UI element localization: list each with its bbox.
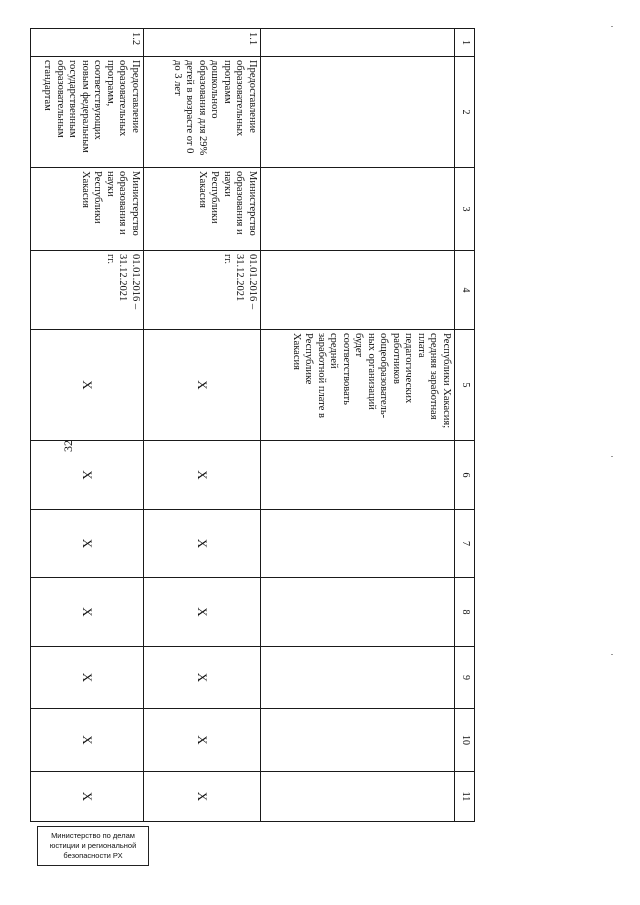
table-cell [261,647,455,709]
header-cell: 3 [455,168,475,251]
header-cell: 4 [455,251,475,330]
text-line: программ [222,60,233,104]
text-line: Предоставление [130,60,141,133]
text-line: новым федеральным [80,60,91,153]
table-cell [261,510,455,578]
table-cell [261,57,455,168]
table-cell [261,29,455,57]
text-line: Республике [303,333,315,385]
text-line: общеобразователь- [378,333,390,419]
text-line: Предоставление [247,60,258,133]
text-line: ных организаций [366,333,377,410]
table-cell [261,168,455,251]
text-line: педагогических [403,333,415,404]
measure-name [144,57,261,168]
table-cell [261,578,455,647]
period [31,251,144,330]
cross-mark: X [144,772,261,822]
measure-name [31,57,144,168]
header-cell: 6 [455,441,475,510]
text-line: государственным [67,60,79,138]
text-line: средняя заработная плата [416,333,440,420]
text-line: образования и [234,171,246,235]
table-cell [261,441,455,510]
text-line: науки [222,171,233,197]
header-cell: 5 [455,330,475,441]
cross-mark: X [144,330,261,441]
text-line: дошкольного [209,60,221,119]
text-line: Министерство [247,171,258,236]
text-line: Республики [209,171,221,224]
text-line: образовательных [117,60,129,137]
text-line: безопасности РХ [63,851,123,860]
text-line: 01.01.2016 – [247,254,258,310]
cross-mark: X [31,709,144,772]
cross-mark: X [144,441,261,510]
cross-mark: X [31,330,144,441]
text-line: 01.01.2016 – [130,254,141,310]
text-line: Хакасия [291,333,302,370]
executor [144,168,261,251]
table-cell [261,251,455,330]
text-line: Министерство [130,171,141,236]
cross-mark: X [144,647,261,709]
text-line: образовательных [234,60,246,137]
text-line: гг. [222,254,233,265]
period [144,251,261,330]
header-cell: 11 [455,772,475,822]
text-line: образования для 29% [197,60,208,156]
text-line: работников [391,333,402,384]
text-line: детей в возрасте от 0 [184,60,196,154]
header-cell: 10 [455,709,475,772]
header-cell: 2 [455,57,475,168]
page-number: 32 [61,440,75,452]
text-line: соответствовать [341,333,352,405]
text-line: 31.12.2021 [234,254,246,302]
table-cell [261,772,455,822]
text-line: средней [328,333,340,369]
table-row [144,29,261,822]
cross-mark: X [144,510,261,578]
text-line: 31.12.2021 [117,254,129,302]
header-cell: 1 [455,29,475,57]
scan-artifact [611,654,613,655]
text-line: соответствующих [92,60,104,140]
text-line: Хакасия [197,171,208,208]
document-table [30,28,475,822]
text-line: Республики [92,171,104,224]
row-number: 1.1 [144,29,261,57]
cross-mark: X [31,578,144,647]
continuation-row [261,29,455,822]
cross-mark: X [144,709,261,772]
registration-stamp [37,826,149,866]
cross-mark: X [144,578,261,647]
cross-mark: X [31,647,144,709]
executor [31,168,144,251]
text-line: гг. [105,254,116,265]
text-line: образования и [117,171,129,235]
text-line: программ, [105,60,116,107]
text-line: Республики Хакасия; [441,333,452,429]
header-cell: 9 [455,647,475,709]
scan-artifact [611,26,613,27]
continuation-text [261,330,455,441]
text-line: юстиции и региональной [49,841,137,850]
scan-artifact [611,456,613,457]
text-line: Хакасия [80,171,91,208]
text-line: заработной плате в [316,333,327,418]
header-row [455,29,475,822]
text-line: науки [105,171,116,197]
text-line: образовательным [55,60,66,138]
text-line: стандартам [42,60,54,111]
cross-mark: X [31,441,144,510]
text-line: Министерство по делам [51,831,135,840]
row-number: 1.2 [31,29,144,57]
text-line: будет [353,333,365,358]
header-cell: 7 [455,510,475,578]
table-row [31,29,144,822]
cross-mark: X [31,772,144,822]
table-cell [261,709,455,772]
text-line: до 3 лет [172,60,183,96]
header-cell: 8 [455,578,475,647]
cross-mark: X [31,510,144,578]
